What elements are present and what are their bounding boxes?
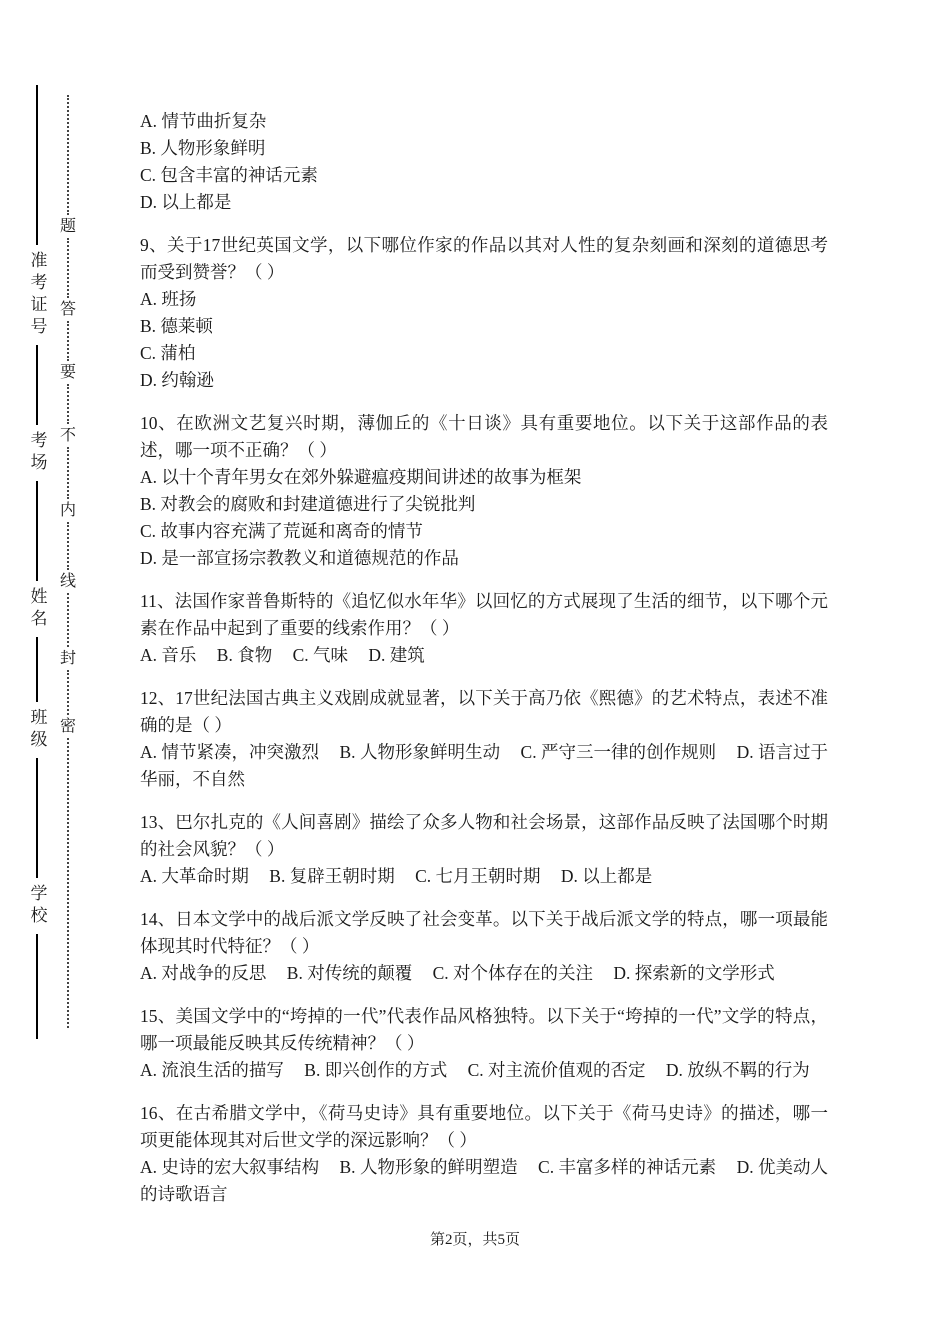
question-option: C. 包含丰富的神话元素 bbox=[140, 165, 318, 185]
question-option: D. 语言过于华丽，不自然 bbox=[140, 742, 829, 789]
field-label-class: 班级 bbox=[27, 708, 47, 752]
question-option: B. 对教会的腐败和封建道德进行了尖锐批判 bbox=[140, 494, 476, 514]
exam-content bbox=[140, 108, 828, 1224]
question-16 bbox=[140, 1100, 828, 1208]
question-option: C. 丰富多样的神话元素 bbox=[538, 1157, 717, 1177]
question-option: C. 故事内容充满了荒诞和离奇的情节 bbox=[140, 521, 423, 541]
question-11 bbox=[140, 588, 828, 669]
question-stem: 15、美国文学中的“垮掉的一代”代表作品风格独特。以下关于“垮掉的一代”文学的特点，哪一项最能反映其反传统精神？（ ） bbox=[140, 1006, 828, 1053]
question-option: B. 人物形象鲜明 bbox=[140, 138, 266, 158]
seal-char: 答 bbox=[59, 301, 76, 318]
question-stem: 13、巴尔扎克的《人间喜剧》描绘了众多人物和社会场景，这部作品反映了法国哪个时期的社会风貌？（ ） bbox=[140, 812, 828, 859]
question-stem: 9、关于17世纪英国文学，以下哪位作家的作品以其对人性的复杂刻画和深刻的道德思考而受到赞誉？（ ） bbox=[140, 235, 828, 282]
seal-char: 封 bbox=[59, 650, 76, 667]
question-option: D. 建筑 bbox=[368, 645, 425, 665]
seal-dotted-segment bbox=[67, 447, 69, 499]
question-option: C. 蒲柏 bbox=[140, 343, 196, 363]
seal-dotted-segment bbox=[67, 670, 69, 715]
question-option: D. 以上都是 bbox=[140, 192, 232, 212]
question-option: C. 对主流价值观的否定 bbox=[467, 1060, 646, 1080]
question-option: D. 约翰逊 bbox=[140, 370, 214, 390]
question-option: A. 班扬 bbox=[140, 289, 197, 309]
question-options-inline bbox=[140, 739, 828, 793]
question-option: B. 食物 bbox=[216, 645, 273, 665]
question-option: B. 德莱顿 bbox=[140, 316, 213, 336]
question-stem: 14、日本文学中的战后派文学反映了社会变革。以下关于战后派文学的特点，哪一项最能体现其时代特征？（ ） bbox=[140, 909, 828, 956]
seal-char: 题 bbox=[59, 218, 76, 235]
question-stem: 11、法国作家普鲁斯特的《追忆似水年华》以回忆的方式展现了生活的细节，以下哪个元素在作品中起到了重要的线索作用？（ ） bbox=[140, 591, 828, 638]
question-stem: 16、在古希腊文学中，《荷马史诗》具有重要地位。以下关于《荷马史诗》的描述，哪一项更能体现其对后世文学的深远影响？（ ） bbox=[140, 1103, 828, 1150]
question-8-options bbox=[140, 108, 828, 216]
seal-char: 密 bbox=[59, 718, 76, 735]
question-option: C. 对个体存在的关注 bbox=[432, 963, 593, 983]
seal-char: 内 bbox=[59, 502, 76, 519]
field-label-exam-room: 考场 bbox=[27, 431, 47, 475]
seal-dotted-segment bbox=[67, 522, 69, 570]
seal-dotted-segment bbox=[67, 321, 69, 361]
question-option: B. 即兴创作的方式 bbox=[304, 1060, 448, 1080]
page-footer: 第2页，共5页 bbox=[429, 1232, 520, 1248]
question-option: A. 情节曲折复杂 bbox=[140, 111, 267, 131]
question-option: A. 情节紧凑，冲突激烈 bbox=[140, 742, 320, 762]
student-info-column bbox=[20, 85, 54, 1039]
question-options-inline bbox=[140, 1057, 828, 1084]
field-label-name: 姓名 bbox=[27, 587, 47, 631]
question-9 bbox=[140, 232, 828, 394]
question-option: D. 以上都是 bbox=[560, 866, 653, 886]
fill-in-line bbox=[36, 345, 38, 425]
question-option: D. 是一部宣扬宗教教义和道德规范的作品 bbox=[140, 548, 459, 568]
seal-dotted-segment bbox=[67, 95, 69, 215]
question-15 bbox=[140, 1003, 828, 1084]
question-option: A. 大革命时期 bbox=[140, 866, 249, 886]
question-option: C. 严守三一律的创作规则 bbox=[520, 742, 717, 762]
question-stem: 10、在欧洲文艺复兴时期，薄伽丘的《十日谈》具有重要地位。以下关于这部作品的表述，哪一项不正确？（ ） bbox=[140, 413, 828, 460]
field-label-admission-no: 准考证号 bbox=[27, 251, 47, 339]
question-option: A. 史诗的宏大叙事结构 bbox=[140, 1157, 320, 1177]
question-14 bbox=[140, 906, 828, 987]
question-option: B. 人物形象的鲜明塑造 bbox=[339, 1157, 518, 1177]
seal-char: 线 bbox=[59, 573, 76, 590]
question-option: D. 优美动人的诗歌语言 bbox=[140, 1157, 829, 1204]
seal-char: 不 bbox=[59, 427, 76, 444]
question-option: A. 音乐 bbox=[140, 645, 197, 665]
fill-in-line bbox=[36, 481, 38, 581]
seal-dotted-segment bbox=[67, 593, 69, 647]
question-option: A. 流浪生活的描写 bbox=[140, 1060, 284, 1080]
seal-dotted-segment bbox=[67, 738, 69, 1028]
fill-in-line bbox=[36, 934, 38, 1039]
question-option: D. 放纵不羁的行为 bbox=[665, 1060, 810, 1080]
question-options-inline bbox=[140, 863, 828, 890]
question-options-inline bbox=[140, 1154, 828, 1208]
fill-in-line bbox=[36, 85, 38, 245]
question-option: B. 人物形象鲜明生动 bbox=[339, 742, 501, 762]
fill-in-line bbox=[36, 758, 38, 878]
question-option: B. 复辟王朝时期 bbox=[269, 866, 395, 886]
question-option: D. 探索新的文学形式 bbox=[613, 963, 775, 983]
question-option: C. 七月王朝时期 bbox=[415, 866, 541, 886]
seal-char: 要 bbox=[59, 364, 76, 381]
question-13 bbox=[140, 809, 828, 890]
seal-dotted-segment bbox=[67, 384, 69, 424]
seal-dotted-segment bbox=[67, 238, 69, 298]
question-stem: 12、17世纪法国古典主义戏剧成就显著，以下关于高乃依《熙德》的艺术特点，表述不准确的是（ ） bbox=[140, 688, 828, 735]
seal-line-column bbox=[58, 95, 78, 1028]
question-option: A. 对战争的反思 bbox=[140, 963, 267, 983]
fill-in-line bbox=[36, 637, 38, 702]
question-option: A. 以十个青年男女在郊外躲避瘟疫期间讲述的故事为框架 bbox=[140, 467, 582, 487]
question-option: C. 气味 bbox=[292, 645, 349, 665]
question-options-inline bbox=[140, 642, 828, 669]
question-10 bbox=[140, 410, 828, 572]
question-12 bbox=[140, 685, 828, 793]
field-label-school: 学校 bbox=[27, 884, 47, 928]
question-options-inline bbox=[140, 960, 828, 987]
question-option: B. 对传统的颠覆 bbox=[286, 963, 413, 983]
